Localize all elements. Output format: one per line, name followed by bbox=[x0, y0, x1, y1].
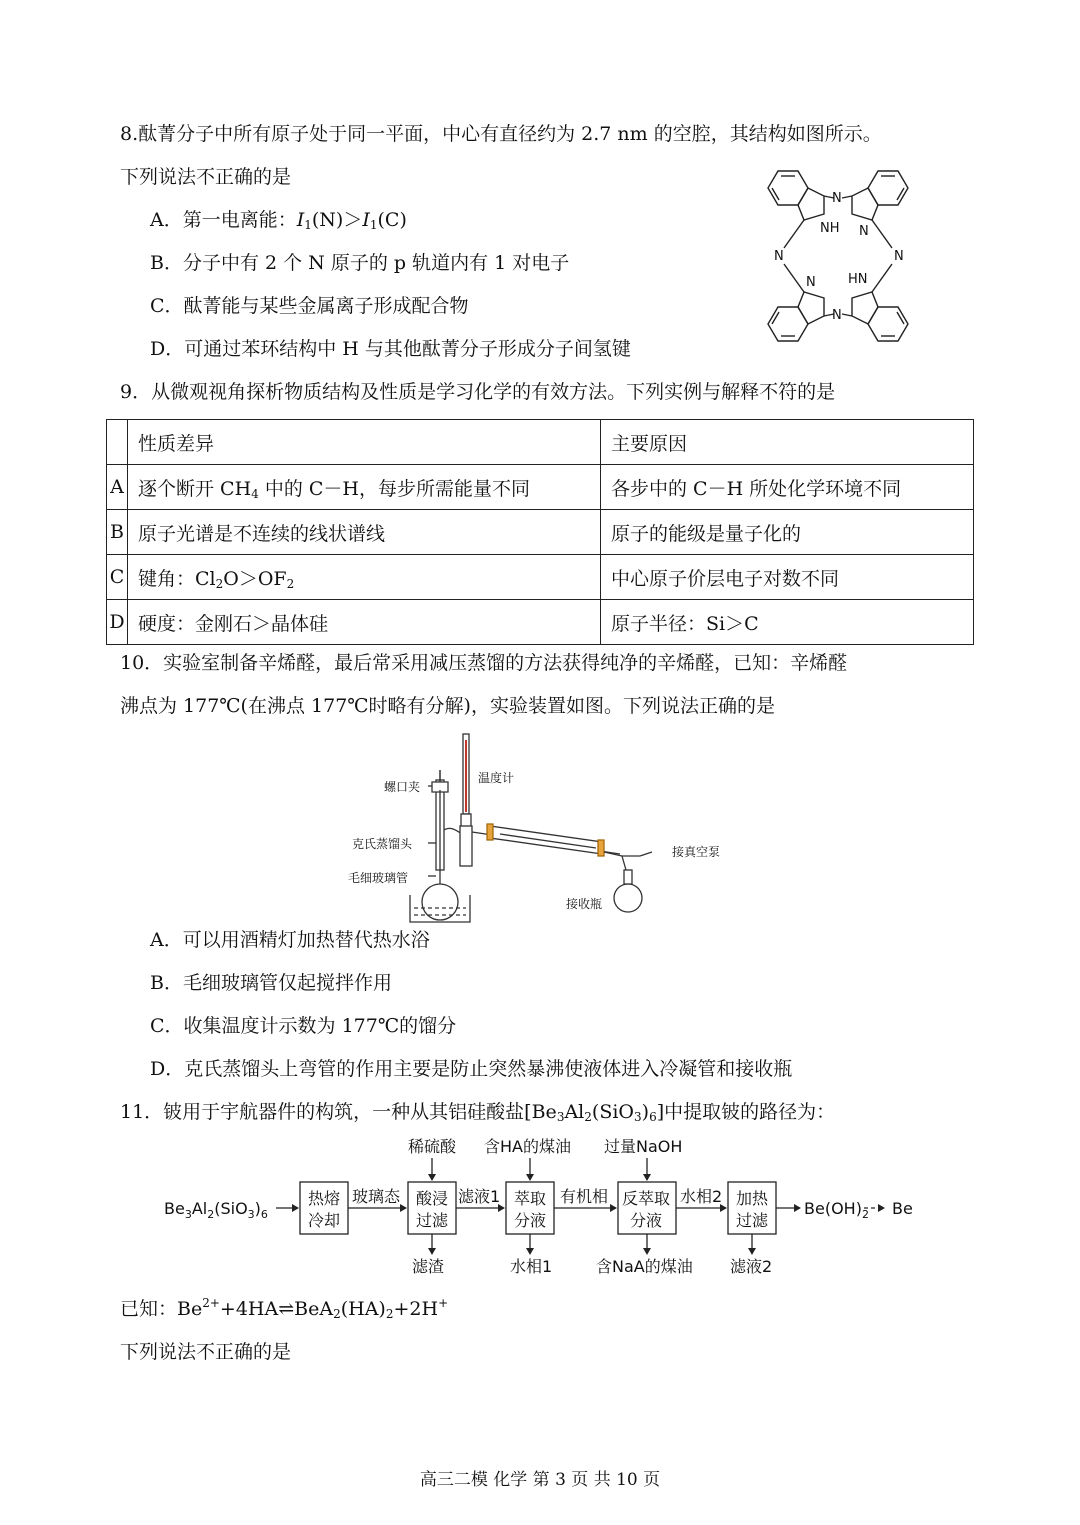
svg-text:稀硫酸: 稀硫酸 bbox=[408, 1137, 457, 1156]
svg-text:螺口夹: 螺口夹 bbox=[384, 780, 421, 794]
table-row: B 原子光谱是不连续的线状谱线 原子的能级是量子化的 bbox=[107, 510, 974, 555]
page-footer: 高三二模 化学 第 3 页 共 10 页 bbox=[419, 1470, 661, 1490]
svg-text:毛细玻璃管: 毛细玻璃管 bbox=[348, 871, 409, 885]
svg-text:分液: 分液 bbox=[514, 1211, 547, 1230]
svg-text:滤渣: 滤渣 bbox=[412, 1257, 445, 1276]
q11-known-equilibrium: 已知：$Be^{2+}+4HA\rightleftharpoons BeA_2(HA)_2+2H^+$ bbox=[120, 1296, 449, 1321]
svg-text:萃取: 萃取 bbox=[514, 1189, 547, 1208]
svg-text:温度计: 温度计 bbox=[478, 771, 515, 785]
svg-text:HN: HN bbox=[848, 272, 868, 287]
table-row: A 逐个断开 $CH_4$ 中的 C－H，每步所需能量不同 各步中的 C－H 所处化学环境不同 bbox=[107, 465, 974, 510]
svg-text:含NaA的煤油: 含NaA的煤油 bbox=[596, 1257, 693, 1276]
svg-text:N: N bbox=[806, 275, 816, 290]
svg-text:加热: 加热 bbox=[736, 1189, 769, 1208]
q8-option-b: B．分子中有 2 个 N 原子的 p 轨道内有 1 对电子 bbox=[150, 252, 570, 274]
beryllium-process-flow bbox=[150, 1130, 940, 1280]
svg-text:Be3Al2(SiO3)6: $Be_3Al_2(SiO_3)_6$ bbox=[164, 1199, 268, 1221]
svg-text:接收瓶: 接收瓶 bbox=[566, 897, 603, 911]
svg-text:冷却: 冷却 bbox=[308, 1211, 341, 1230]
q9-table bbox=[106, 419, 974, 645]
svg-text:滤液1: 滤液1 bbox=[458, 1187, 501, 1206]
q11-stem: 11．铍用于宇航器件的构筑，一种从其铝硅酸盐$[Be_3Al_2(SiO_3)_6]$中提取铍的路径为： bbox=[120, 1101, 836, 1124]
svg-text:N: N bbox=[894, 249, 904, 264]
vacuum-distillation-apparatus bbox=[340, 730, 740, 925]
svg-text:Be(OH)2: $Be(OH)_2$ bbox=[804, 1199, 869, 1221]
svg-text:接真空泵: 接真空泵 bbox=[672, 845, 721, 859]
svg-text:反萃取: 反萃取 bbox=[622, 1189, 671, 1208]
svg-text:水相2: 水相2 bbox=[680, 1187, 723, 1206]
svg-text:NH: NH bbox=[820, 221, 840, 236]
svg-text:N: N bbox=[774, 249, 784, 264]
q8-option-d: D．可通过苯环结构中 H 与其他酞菁分子形成分子间氢键 bbox=[150, 338, 631, 360]
svg-text:滤液2: 滤液2 bbox=[730, 1257, 773, 1276]
svg-text:过量NaOH: 过量NaOH bbox=[604, 1137, 683, 1156]
q11-question: 下列说法不正确的是 bbox=[120, 1341, 292, 1363]
q8-option-c: C．酞菁能与某些金属离子形成配合物 bbox=[150, 295, 469, 317]
table-row: C 键角：$Cl_2O>OF_2$ 中心原子价层电子对数不同 bbox=[107, 555, 974, 600]
q8-stem-line2: 下列说法不正确的是 bbox=[120, 166, 292, 188]
table-row: D 硬度：金刚石＞晶体硅 原子半径：Si＞C bbox=[107, 600, 974, 645]
svg-text:酸浸: 酸浸 bbox=[416, 1189, 449, 1208]
q10-stem-line1: 10．实验室制备辛烯醛，最后常采用减压蒸馏的方法获得纯净的辛烯醛，已知：辛烯醛 bbox=[120, 652, 848, 674]
svg-text:过滤: 过滤 bbox=[736, 1211, 769, 1230]
svg-text:Be: Be bbox=[892, 1199, 913, 1218]
q10-option-c: C．收集温度计示数为 177℃的馏分 bbox=[150, 1015, 457, 1037]
svg-text:N: N bbox=[832, 191, 842, 206]
svg-text:克氏蒸馏头: 克氏蒸馏头 bbox=[352, 837, 413, 851]
svg-text:玻璃态: 玻璃态 bbox=[352, 1187, 401, 1206]
q10-option-b: B．毛细玻璃管仅起搅拌作用 bbox=[150, 972, 392, 994]
svg-text:N: N bbox=[832, 308, 842, 323]
q10-stem-line2: 沸点为 177℃(在沸点 177℃时略有分解)，实验装置如图。下列说法正确的是 bbox=[120, 695, 775, 717]
svg-text:水相1: 水相1 bbox=[510, 1257, 553, 1276]
phthalocyanine-structure bbox=[738, 162, 938, 350]
svg-text:热熔: 热熔 bbox=[308, 1189, 341, 1208]
q10-option-d: D．克氏蒸馏头上弯管的作用主要是防止突然暴沸使液体进入冷凝管和接收瓶 bbox=[150, 1058, 793, 1080]
svg-text:有机相: 有机相 bbox=[560, 1187, 609, 1206]
svg-text:N: N bbox=[859, 224, 869, 239]
svg-text:过滤: 过滤 bbox=[416, 1211, 449, 1230]
q8-stem-line1: 8.酞菁分子中所有原子处于同一平面，中心有直径约为 2.7 nm 的空腔，其结构如图所示。 bbox=[120, 123, 882, 145]
svg-text:含HA的煤油: 含HA的煤油 bbox=[484, 1137, 571, 1156]
svg-text:分液: 分液 bbox=[630, 1211, 663, 1230]
q8-option-a: A．第一电离能：$I_1(N)>I_1(C)$ bbox=[150, 209, 407, 232]
table-header-row: 性质差异 主要原因 bbox=[107, 420, 974, 465]
q9-stem: 9．从微观视角探析物质结构及性质是学习化学的有效方法。下列实例与解释不符的是 bbox=[120, 381, 836, 403]
q10-option-a: A．可以用酒精灯加热替代热水浴 bbox=[150, 929, 430, 951]
